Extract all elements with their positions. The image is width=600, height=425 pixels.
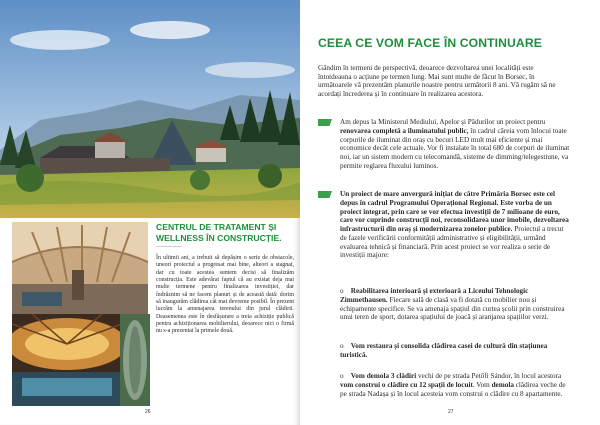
sub-item-housing: o Vom demola 3 clădiri vechi de pe strada Petőfi Sándor, în locul acestora vom construi o clădire cu 12 spații de locuit. Vom demola clădirea veche de pe strada Nadașa și în locul acesteia vom construi o clădire cu 8 apartamente.	[340, 372, 566, 398]
sub-marker: o	[340, 342, 344, 350]
green-bullet-marker	[318, 191, 332, 198]
page-title: CEEA CE VOM FACE ÎN CONTINUARE	[318, 36, 542, 50]
bullet-text: Un proiect de mare anvergură inițiat de către Primăria Borsec este cel depus în cadrul Programului Operațional Regional. Este vorba de un proiect integrat, prin care se vor efectua investiții de 7 milioane de euro, care vor cuprinde construcții noi, reconsolidarea unor imobile, dezvoltarea infrastructurii din oraș și modernizarea zonelor publice. Proiectul a trecut de fazele verificării conformității administrative și eligibilității, urmând evaluarea tehnică și financiară. Prin acest proiect se vor realiza o serie de investiții majore:	[340, 190, 569, 260]
sub-item-school: o Reabilitarea interioară și exterioară a Liceului Tehnologic Zimmethausen. Fiecare sală de clasă va fi dotată cu mobilier nou și echipamente specifice. Se va amenaja spațiul din curtea școlii prin construirea unui teren de sport, dotarea spațiului de joacă și aranjarea spațiilor verzi.	[340, 287, 565, 322]
wellness-heading-text: CENTRUL DE TRATAMENT ȘI WELLNESS ÎN CONSTRUCȚIE.	[156, 222, 282, 243]
page-number-right: 27	[448, 409, 454, 415]
green-bullet-marker	[318, 119, 332, 126]
page-number-left: 26	[145, 409, 151, 415]
wellness-heading	[156, 222, 291, 247]
sub-marker: o	[340, 287, 344, 295]
mountain-resort-photo	[0, 0, 300, 218]
heading-divider	[156, 246, 182, 247]
intro-paragraph: Gândim în termeni de perspectivă, deoarece dezvoltarea unei localități este întotdeauna o acțiune pe termen lung. Mai sunt multe de făcut în Borsec, în următoarele vă prezentăm planurile noastre pentru următorii 8 ani. Vă rugăm să ne acordați încrederea și în continuare în realizarea acestora.	[318, 64, 556, 99]
right-page	[300, 0, 600, 425]
wellness-construction-photo	[12, 222, 148, 314]
stone-column-photo	[120, 314, 150, 406]
sub-item-culture-house: o Vom restaura și consolida clădirea casei de cultură din stațiunea turistică.	[340, 342, 548, 359]
sub-marker: o	[340, 372, 344, 380]
wellness-body-text: În ultimii ani, a trebuit să depășim o serie de obstacole, uneori proiectul a progresat mai bine, alteori a stagnat, dar cu toate acestea suntem decisi să finalizăm construcția. Este adevărat faptul că au existat deja mai multe termene pentru finalizarea investiției, dar îndrăznim să ne facem planuri și de această dată: dorim să inaugurăm clădirea cât mai devreme posibil. În prezent lucrăm la amenajarea terenului din jurul clădirii. Deasemenea este în desfășurare a treia achiziție publică pentru achiziționarea mobilierului, deoarece nici o firmă nu s-a prezentat la primele două.	[156, 255, 294, 335]
bullet-text: Am depus la Ministerul Mediului, Apelor și Pădurilor un proiect pentru renovarea completă a iluminatului public, în cadrul căreia vom înlocui toate corpurile de iluminat din oraș cu becuri LED mult mai eficiente și mai economice decât cele actuale. Vor fi instalate în total 680 de corpuri de iluminat noi, iar un sistem modern cu telecomandă, sisteme de dimming/telegestiune, va permite reglarea fluxului luminos.	[340, 118, 570, 170]
